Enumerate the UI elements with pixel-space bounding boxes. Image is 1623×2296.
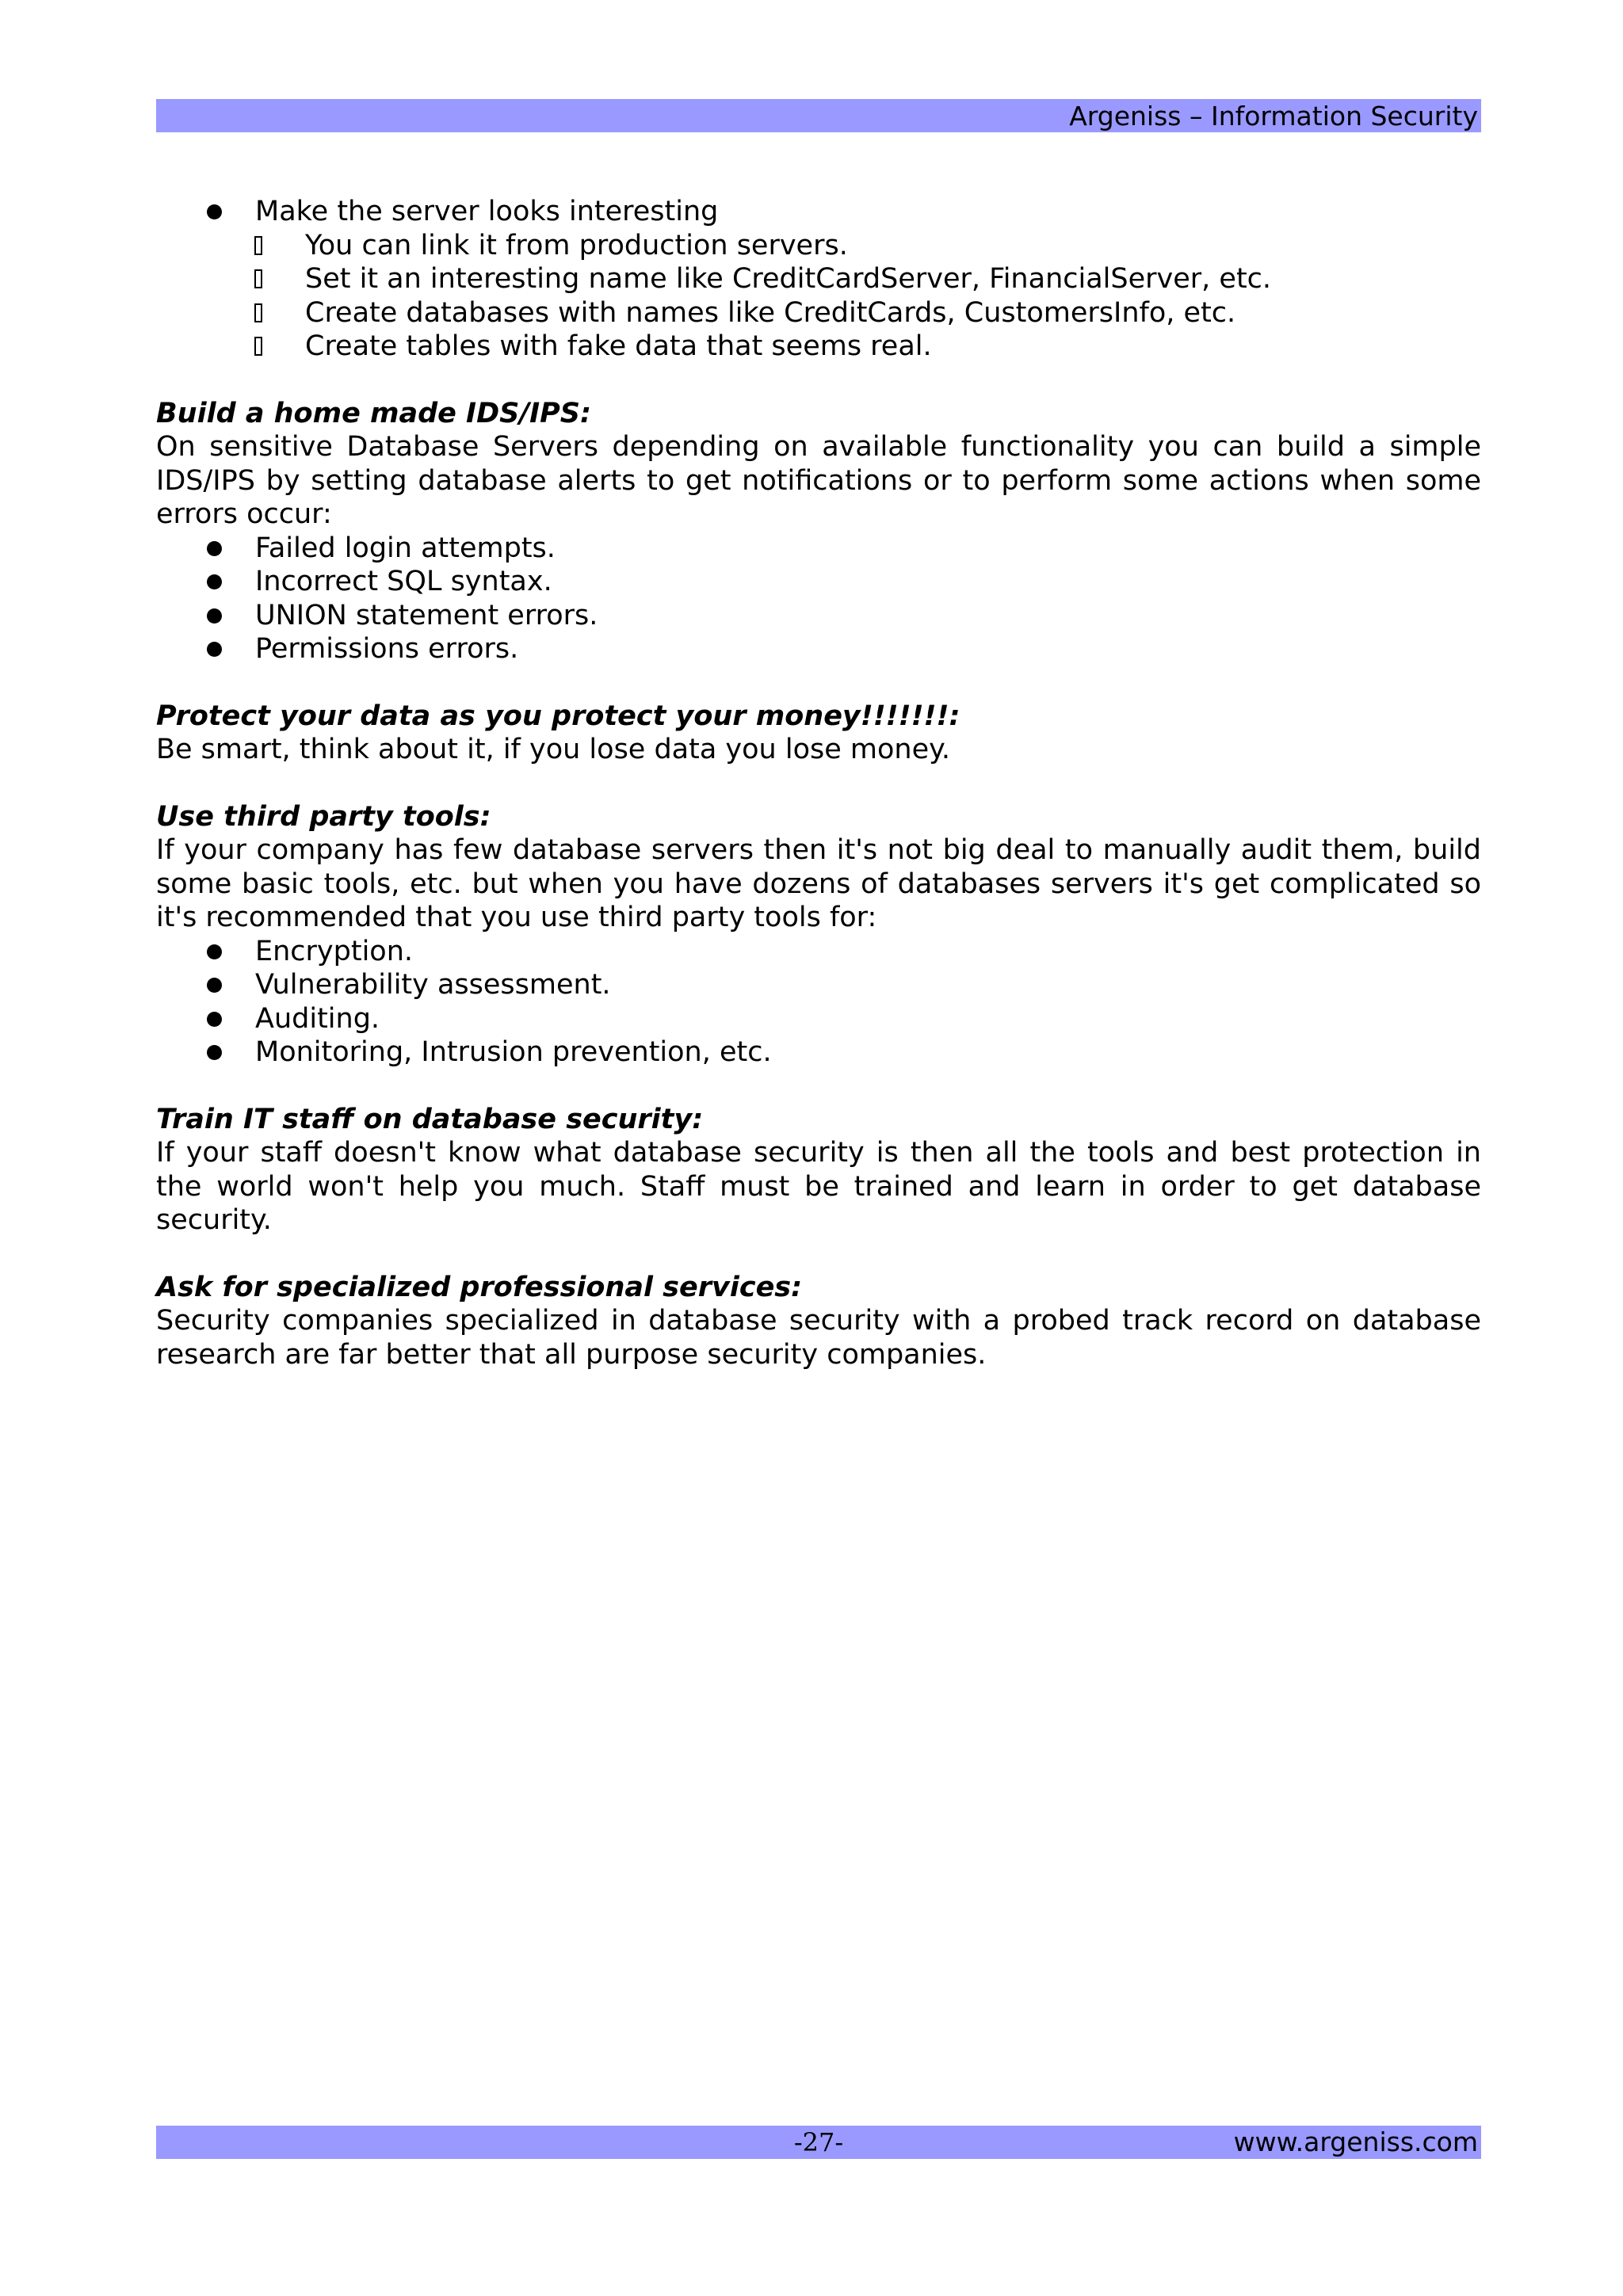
page-header [156,99,1481,132]
box-marker-icon [254,236,262,255]
list-item: You can link it from production servers. [156,229,1481,263]
section-body: If your company has few database servers then it's not big deal to manually audit them, build some basic tools, etc. but when you have dozens of databases servers it's get complicated so it's recommended that you use third party tools for: [156,834,1481,933]
section-bullet-list [156,532,1481,666]
page-number: -27- [793,2127,844,2157]
list-item: Create tables with fake data that seems real. [156,330,1481,364]
list-item: Failed login attempts. [156,532,1481,566]
section-heading: Use third party tools: [156,800,491,833]
list-item: Set it an interesting name like CreditCardServer, FinancialServer, etc. [156,262,1481,296]
list-item: Create databases with names like CreditCards, CustomersInfo, etc. [156,296,1481,330]
list-item: Incorrect SQL syntax. [156,565,1481,599]
list-item: Encryption. [156,935,1481,969]
page-content [156,195,1481,1371]
intro-sub-list [156,229,1481,364]
section-heading: Build a home made IDS/IPS: [156,397,591,429]
section-body: Security companies specialized in database security with a probed track record on database research are far better that all purpose security companies. [156,1305,1481,1371]
section-body: If your staff doesn't know what database security is then all the tools and best protection in the world won't help you much. Staff must be trained and learn in order to get database security. [156,1137,1481,1236]
list-item: Vulnerability assessment. [156,968,1481,1002]
section-body: On sensitive Database Servers depending on available functionality you can build a simple IDS/IPS by setting database alerts to get notifications or to perform some actions when some errors occur: [156,431,1481,530]
header-title: Argeniss – Information Security [1069,101,1478,132]
footer-url: www.argeniss.com [1233,2126,1478,2157]
section-bullet-list [156,935,1481,1070]
intro-bullet-list [156,195,1481,229]
box-marker-icon [254,303,262,322]
list-item: Make the server looks interesting [156,195,1481,229]
list-item: Monitoring, Intrusion prevention, etc. [156,1035,1481,1070]
page-footer [156,2126,1481,2159]
box-marker-icon [254,337,262,356]
list-item: Permissions errors. [156,632,1481,666]
list-item: Auditing. [156,1002,1481,1036]
section-body: Be smart, think about it, if you lose data you lose money. [156,734,950,765]
section-heading: Protect your data as you protect your money!!!!!!!: [156,700,960,732]
list-item: UNION statement errors. [156,599,1481,633]
section-heading: Ask for specialized professional services: [156,1271,803,1303]
box-marker-icon [254,269,262,288]
section-heading: Train IT staff on database security: [156,1103,704,1135]
